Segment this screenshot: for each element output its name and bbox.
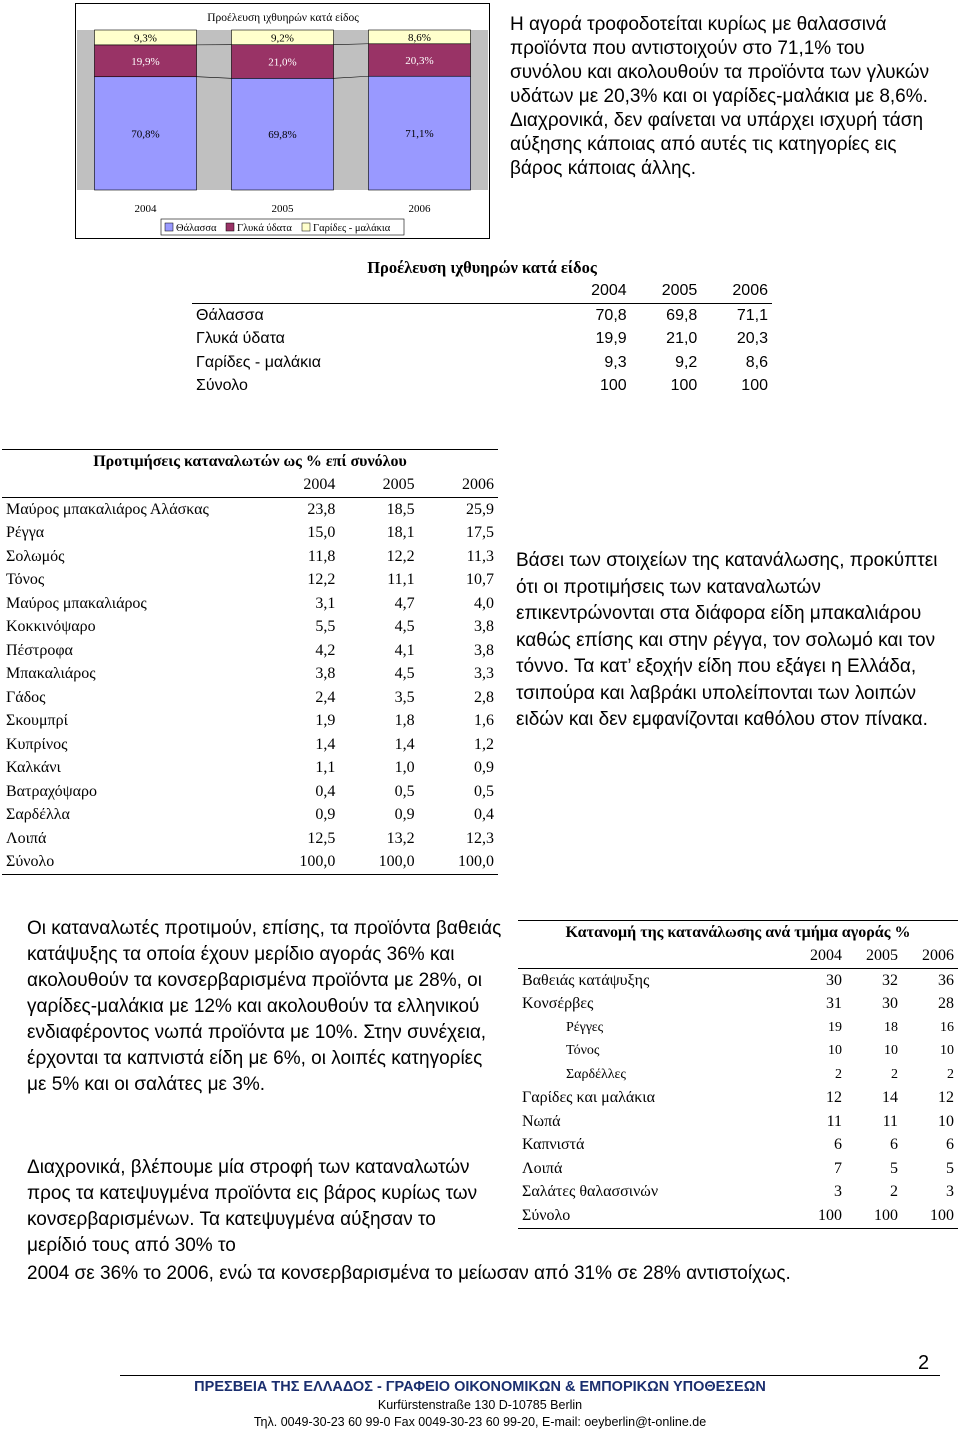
segment-cell: 11 [826,1112,842,1130]
prefs-cell: 11,3 [466,547,494,565]
prefs-row-label: Κυπρίνος [6,735,68,753]
prefs-cell: 0,9 [394,806,415,824]
segment-cell: 5 [946,1159,954,1177]
data-label: 21,0% [268,56,297,69]
prefs-cell: 4,5 [394,665,415,683]
prefs-cell: 3,8 [315,665,336,683]
segment-table [518,920,958,1229]
footer-contact: Τηλ. 0049-30-23 60 99-0 Fax 0049-30-23 60 99-20, E-mail: oeyberlin@t-online.de [253,1415,707,1429]
prefs-row [2,592,498,616]
chart-title: Προέλευση ιχθυηρών κατά είδος [207,12,359,24]
segment-cell: 2 [835,1066,842,1082]
segment-row-label: Βαθειάς κατάψυξης [522,971,650,989]
prefs-cell: 100,0 [419,851,498,875]
prefs-cell: 11,8 [307,547,336,565]
origin-cell: 100 [599,377,627,395]
segment-cell: 12 [826,1089,842,1107]
prefs-cell: 11,1 [387,571,415,589]
segment-cell: 30 [826,971,842,989]
origin-table-title: Προέλευση ιχθυηρών κατά είδος [367,257,597,277]
prefs-cell: 4,7 [394,594,415,612]
segment-row-label: Ρέγγες [566,1019,604,1035]
segment-year-2004: 2004 [790,945,846,969]
segment-paragraph-2: Διαχρονικά, βλέπουμε μία στροφή των καταναλωτών προς τα κατεψυγμένα προϊόντα εις βάρος κυρίως των κονσερβαρισμένων. Τα κατεψυγμένα αύξησαν το μερίδιό τους από 30% το [27,1157,478,1256]
prefs-cell: 1,2 [474,735,494,753]
segment-cell: 7 [834,1159,842,1177]
prefs-row-label: Πέστροφα [6,641,73,659]
prefs-cell: 1,1 [315,759,336,777]
origin-cell: 71,1 [736,306,768,324]
prefs-cell: 2,8 [474,688,494,706]
prefs-cell: 4,2 [315,641,336,659]
segment-cell: 100 [790,1204,846,1228]
origin-cell: 70,8 [595,306,627,324]
legend-label: Γαρίδες - μαλάκια [313,223,391,234]
origin-cell: 20,3 [736,330,768,348]
prefs-cell: 23,8 [307,500,336,518]
prefs-row-label: Τόνος [6,571,45,589]
segment-cell: 19 [828,1019,842,1035]
segment-row-label: Σαρδέλλες [566,1066,626,1082]
prefs-cell: 4,0 [474,594,494,612]
prefs-cell: 13,2 [386,829,415,847]
segment-cell: 6 [890,1136,898,1154]
prefs-cell: 0,5 [394,782,415,800]
prefs-row [2,757,498,781]
segment-row [518,1087,958,1111]
prefs-cell: 3,8 [474,618,494,636]
segment-cell: 3 [834,1183,842,1201]
prefs-row [2,827,498,851]
origin-row-label: Γαρίδες - μαλάκια [196,353,321,371]
origin-cell: 21,0 [666,330,698,348]
prefs-row-label: Σύνολο [2,851,260,875]
data-label: 19,9% [131,55,160,68]
legend-swatch [302,223,310,231]
segment-row-label: Κονσέρβες [522,995,594,1013]
origin-row-label: Σύνολο [196,377,248,395]
prefs-row [2,780,498,804]
prefs-cell: 0,4 [474,806,494,824]
origin-row-label: Θάλασσα [196,306,264,324]
segment-row-label: Νωπά [522,1112,561,1130]
prefs-cell: 18,1 [386,524,415,542]
prefs-row [2,639,498,663]
prefs-row [2,663,498,687]
segment-cell: 18 [884,1019,898,1035]
prefs-year-2005: 2005 [339,474,418,498]
segment-row [518,1110,958,1134]
category-label: 2005 [271,203,294,215]
page-number: 2 [918,1352,930,1374]
prefs-row-label: Μαύρος μπακαλιάρος [6,594,147,612]
prefs-row-label: Μπακαλιάρος [6,665,96,683]
segment-row [518,1204,958,1228]
segment-row-label: Λοιπά [522,1159,563,1177]
prefs-row-label: Βατραχόψαρο [6,782,97,800]
segment-cell: 6 [834,1136,842,1154]
stacked-bar-chart [76,4,489,238]
prefs-cell: 3,3 [474,665,494,683]
prefs-paragraph: Βάσει των στοιχείων της κατανάλωσης, προκύπτει ότι οι προτιμήσεις των καταναλωτών επικεντρώνονται στα διάφορα είδη μπακαλιάρου καθώς επίσης και στην ρέγγα, τον σολωμό και τον τόννο. Τα κατ’ εξοχήν είδη που εξάγει η Ελλάδα, τσιπούρα και λαβράκι υπολείπονται των λοιπών ειδών και δεν εμφανίζονται καθόλου στον πίνακα. [516,550,938,730]
segment-cell: 32 [882,971,898,989]
prefs-table-title: Προτιμήσεις καταναλωτών ως % επί συνόλου [2,450,498,474]
prefs-row-label: Μαύρος μπακαλιάρος Αλάσκας [6,500,209,518]
prefs-row-label: Ρέγγα [6,524,45,542]
prefs-cell: 15,0 [307,524,336,542]
segment-cell: 14 [882,1089,898,1107]
prefs-row [2,733,498,757]
prefs-row-label: Κοκκινόψαρο [6,618,96,636]
segment-cell: 2 [947,1066,954,1082]
segment-row [518,1040,958,1064]
prefs-cell: 0,9 [315,806,336,824]
prefs-row-label: Σαρδέλλα [6,806,70,824]
prefs-cell: 12,5 [307,829,336,847]
segment-paragraph-1: Οι καταναλωτές προτιμούν, επίσης, τα προϊόντα βαθειάς κατάψυξης τα οποία έχουν μερίδιο αγοράς 36% και ακολουθούν τα κονσερβαρισμένα προϊόντα με 28%, οι γαρίδες-μαλάκια με 12% και ακολουθούν τα ελληνικού ενδιαφέροντος νωπά προϊόντα με 10%. Στην συνέχεια, έρχονται τα καπνιστά είδη με 6%, οι λοιπές κατηγορίες με 5% και οι σαλάτες με 3%. [27,918,502,1095]
origin-row [192,304,772,328]
segment-row-label: Σύνολο [518,1204,790,1228]
prefs-cell: 12,2 [307,571,336,589]
intro-paragraph: Η αγορά τροφοδοτείται κυρίως με θαλασσινά προϊόντα που αντιστοιχούν στο 71,1% του συνόλου και ακολουθούν τα προϊόντα των γλυκών υδάτων με 20,3% και οι γαρίδες-μαλάκια με 8,6%. Διαχρονικά, δεν φαίνεται να υπάρχει ισχυρή τάση αύξησης κάποιας από αυτές τις κατηγορίες εις βάρος κάποιας άλλης. [510,14,930,179]
prefs-year-2006: 2006 [419,474,498,498]
origin-cell: 9,3 [604,353,627,371]
data-label: 69,8% [268,129,297,142]
segment-year-2005: 2005 [846,945,902,969]
data-label: 70,8% [131,128,160,141]
segment-paragraph-2-last-line: 2004 σε 36% το 2006, ενώ τα κονσερβαρισμένα το μείωσαν από 31% σε 28% αντιστοίχως. [27,1263,791,1284]
prefs-cell: 100,0 [339,851,418,875]
segment-row-label: Γαρίδες και μαλάκια [522,1089,655,1107]
origin-row [192,375,772,399]
prefs-cell: 1,6 [474,712,494,730]
data-label: 8,6% [408,31,431,44]
prefs-cell: 4,5 [394,618,415,636]
prefs-cell: 2,4 [315,688,336,706]
segment-cell: 2 [891,1066,898,1082]
segment-row [518,993,958,1017]
legend-swatch [226,223,234,231]
origin-table [192,256,772,398]
segment-cell: 10 [884,1043,898,1059]
footer-rule [120,1375,940,1376]
prefs-cell: 12,3 [466,829,494,847]
prefs-cell: 3,1 [315,594,336,612]
segment-cell: 100 [846,1204,902,1228]
segment-cell: 5 [890,1159,898,1177]
origin-cell: 9,2 [675,353,698,371]
prefs-cell: 0,9 [474,759,494,777]
origin-year-2006: 2006 [701,280,772,304]
prefs-row-label: Γάδος [6,688,46,706]
prefs-cell: 3,5 [394,688,415,706]
prefs-row-label: Σκουμπρί [6,712,68,730]
category-label: 2006 [408,203,431,215]
segment-cell: 10 [940,1043,954,1059]
prefs-cell: 1,8 [394,712,415,730]
data-label: 9,3% [134,32,157,45]
footer [0,1378,960,1431]
segment-cell: 100 [902,1204,958,1228]
segment-cell: 3 [946,1183,954,1201]
segment-row [518,1181,958,1205]
origin-cell: 8,6 [745,353,768,371]
segment-row [518,1157,958,1181]
origin-cell: 19,9 [595,330,627,348]
segment-row [518,1134,958,1158]
prefs-year-2004: 2004 [260,474,339,498]
origin-cell: 69,8 [666,306,698,324]
segment-row-label: Καπνιστά [522,1136,585,1154]
chart-frame [75,3,490,239]
footer-address: Kurfürstenstraße 130 D-10785 Berlin [377,1398,583,1412]
segment-table-title: Κατανομή της κατανάλωσης ανά τμήμα αγοράς % [518,921,958,945]
segment-cell: 30 [882,995,898,1013]
data-label: 20,3% [405,55,434,67]
prefs-cell: 17,5 [466,524,494,542]
origin-cell: 100 [741,377,768,395]
origin-cell: 100 [670,377,698,395]
segment-row-label: Τόνος [566,1043,600,1059]
data-label: 71,1% [405,128,434,141]
prefs-cell: 1,4 [315,735,336,753]
category-label: 2004 [134,203,157,215]
legend-label: Θάλασσα [176,223,217,234]
prefs-row [2,804,498,828]
segment-cell: 16 [940,1019,954,1035]
segment-row-label: Σαλάτες θαλασσινών [522,1183,659,1201]
prefs-row [2,522,498,546]
prefs-row [2,545,498,569]
segment-cell: 10 [938,1112,954,1130]
prefs-cell: 4,1 [394,641,415,659]
prefs-cell: 0,5 [474,782,494,800]
segment-row [518,969,958,993]
prefs-cell: 1,0 [394,759,415,777]
prefs-cell: 3,8 [474,641,494,659]
origin-row-label: Γλυκά ύδατα [196,330,285,348]
prefs-cell: 1,9 [315,712,336,730]
segment-cell: 10 [828,1043,842,1059]
segment-cell: 11 [882,1112,898,1130]
prefs-row-label: Καλκάνι [6,759,61,777]
segment-cell: 12 [938,1089,954,1107]
prefs-cell: 1,4 [394,735,415,753]
legend-label: Γλυκά ύδατα [237,223,292,234]
segment-row [518,1063,958,1087]
prefs-cell: 25,9 [466,500,494,518]
segment-cell: 36 [938,971,954,989]
prefs-row [2,498,498,522]
data-label: 9,2% [271,32,294,45]
prefs-row-label: Σολωμός [6,547,65,565]
prefs-row [2,710,498,734]
footer-org: ΠΡΕΣΒΕΙΑ ΤΗΣ ΕΛΛΑΔΟΣ - ΓΡΑΦΕΙΟ ΟΙΚΟΝΟΜΙΚΩΝ & ΕΜΠΟΡΙΚΩΝ ΥΠΟΘΕΣΕΩΝ [194,1379,766,1395]
legend-swatch [165,223,173,231]
prefs-row [2,686,498,710]
prefs-row [2,569,498,593]
segment-year-2006: 2006 [902,945,958,969]
origin-year-2004: 2004 [560,280,631,304]
segment-cell: 31 [826,995,842,1013]
prefs-cell: 12,2 [386,547,415,565]
origin-row [192,328,772,352]
origin-row [192,351,772,375]
segment-row [518,1016,958,1040]
origin-year-2005: 2005 [631,280,702,304]
prefs-row [2,851,498,875]
prefs-cell: 100,0 [260,851,339,875]
segment-cell: 28 [938,995,954,1013]
prefs-cell: 5,5 [315,618,336,636]
prefs-cell: 18,5 [386,500,415,518]
prefs-row-label: Λοιπά [6,829,47,847]
segment-cell: 2 [890,1183,898,1201]
prefs-cell: 0,4 [315,782,336,800]
segment-cell: 6 [946,1136,954,1154]
prefs-table [2,449,498,875]
prefs-cell: 10,7 [466,571,494,589]
prefs-row [2,616,498,640]
